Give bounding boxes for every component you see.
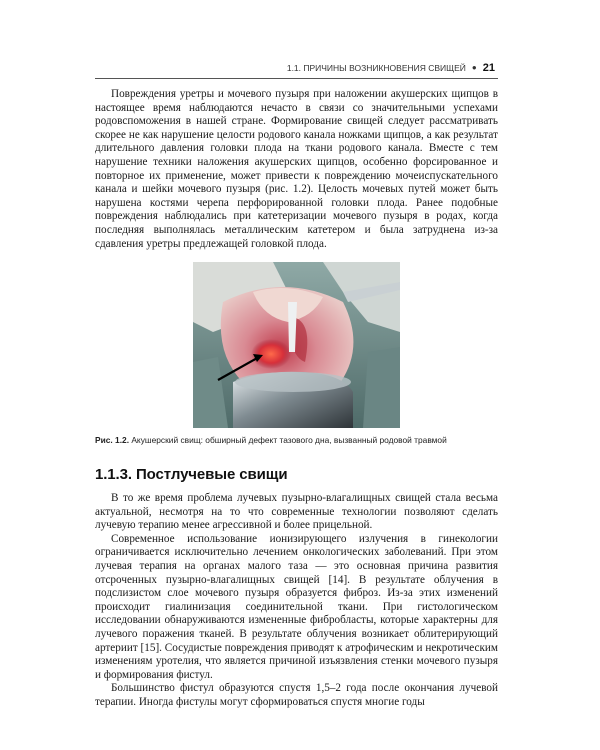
bullet-icon: ●: [471, 63, 477, 72]
header-rule: [95, 78, 498, 79]
paragraph-radiation-intro: В то же время проблема лучевых пузырно-влагалищных свищей стала весьма актуальной, несмотря на то что современные технологии позволяют сделать лучевую терапию менее агрессивной и более прицельной.: [95, 492, 498, 532]
paragraph-forceps-injuries: Повреждения уретры и мочевого пузыря при наложении акушерских щипцов в настоящее время наблюдаются нечасто в связи со значительными успехами родовспоможения в нашей стране. Формирование свищей следует рассматривать скорее не как нарушение целости родового канала ножками щипцов, а как результат длительного давления головки плода на ткани родового канала. Вместе с тем нарушение техники наложения акушерских щипцов, особенно форсированное и повторное их применение, может привести к повреждению мочеиспускательного канала и шейки мочевого пузыря (рис. 1.2). Целость мочевых путей может быть нарушена костями черепа перфорированной головки плода. Ранее подобные повреждения наблюдались при катетеризации мочевого пузыря в родах, когда последняя выполнялась металлическим катетером и была затруднена из-за сдавления уретры предлежащей головкой плода.: [95, 88, 498, 250]
figure-label: Рис. 1.2.: [95, 435, 130, 445]
surgical-photo-image: [193, 262, 400, 428]
figure-1-2-photo: [193, 262, 400, 428]
section-heading: 1.1.3. Постлучевые свищи: [95, 466, 288, 483]
running-header: [95, 61, 495, 75]
figure-caption-text: Акушерский свищ: обширный дефект тазового дна, вызванный родовой травмой: [131, 435, 447, 445]
body-text-top: [95, 88, 498, 251]
paragraph-fistula-timing: Большинство фистул образуются спустя 1,5–2 года после окончания лучевой терапии. Иногда фистулы могут сформироваться спустя многие годы: [95, 682, 498, 708]
paragraph-radiation-mechanism: Современное использование ионизирующего излучения в гинекологии ограничивается исключительно лечением онкологических заболеваний. При этом лучевая терапия на органах малого таза — это основная причина развития отсроченных пузырно-влагалищных свищей [14]. В результате облучения в подслизистом слое мочевого пузыря образуется фиброз. Из-за этих изменений происходит гиалинизация соединительной ткани. При гистологическом исследовании обнаруживаются измененные фибробласты, которые характерны для лучевого поражения тканей. В результате облучения возникает облитерирующий артериит [15]. Сосудистые повреждения приводят к атрофическим и некротическим изменениям уротелия, что является причиной изъязвления стенки мочевого пузыря и формирования фистул.: [95, 532, 498, 681]
header-section-title: 1.1. ПРИЧИНЫ ВОЗНИКНОВЕНИЯ СВИЩЕЙ: [286, 63, 466, 73]
body-text-bottom: [95, 492, 498, 710]
figure-caption: [95, 434, 515, 446]
page-number: 21: [482, 62, 495, 74]
